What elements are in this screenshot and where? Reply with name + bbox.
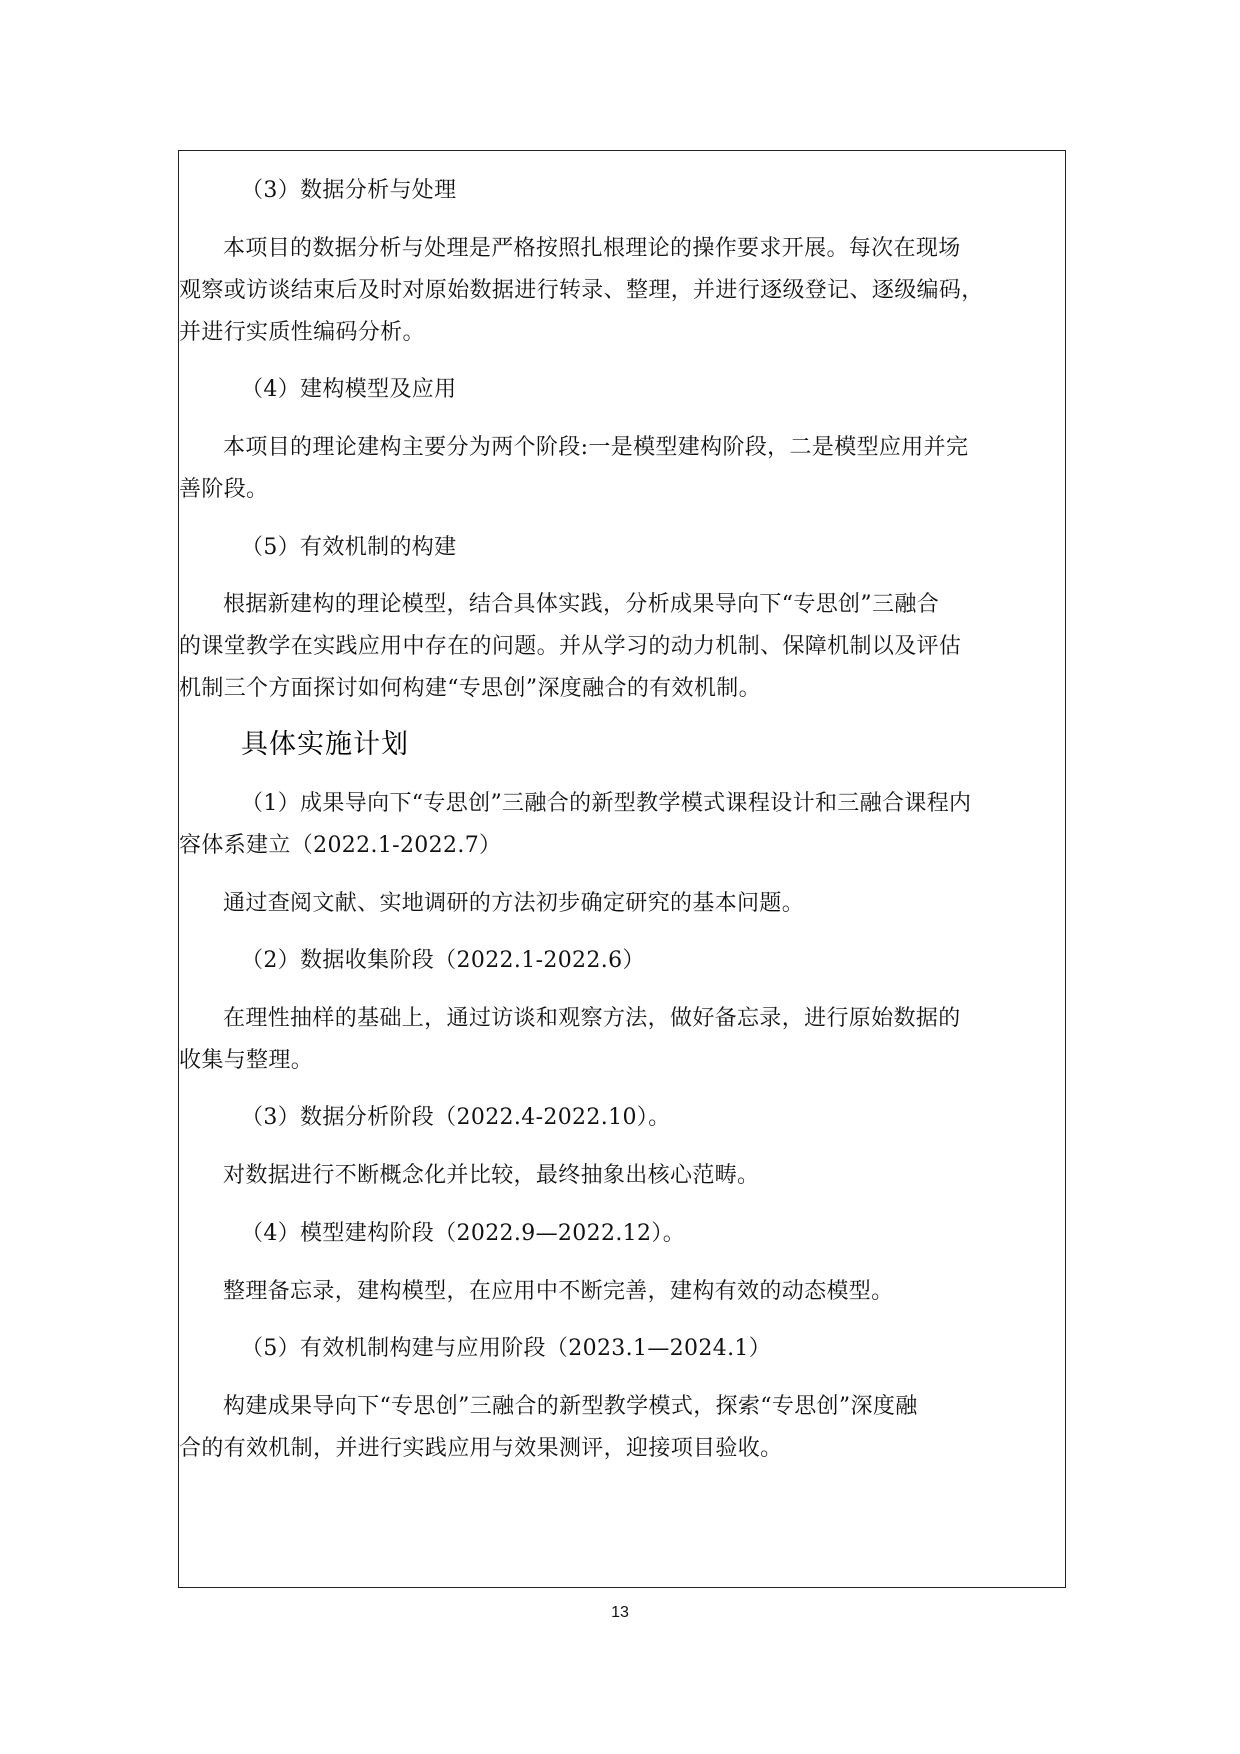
plan-item-1-title: （1）成果导向下“专思创”三融合的新型教学模式课程设计和三融合课程内 bbox=[241, 791, 972, 816]
plan-item-2-title: （2）数据收集阶段（2022.1-2022.6） bbox=[241, 948, 645, 973]
plan-item-5-text: 构建成果导向下“专思创”三融合的新型教学模式，探索“专思创”深度融 bbox=[223, 1394, 918, 1419]
paragraph-line: 并进行实质性编码分析。 bbox=[179, 320, 425, 345]
plan-item-5-text: 合的有效机制，并进行实践应用与效果测评，迎接项目验收。 bbox=[179, 1436, 783, 1461]
paragraph-line: 善阶段。 bbox=[179, 477, 269, 502]
subheading-data-analysis: （3）数据分析与处理 bbox=[241, 178, 457, 203]
plan-item-2-text: 收集与整理。 bbox=[179, 1048, 314, 1073]
subheading-effective-mechanism: （5）有效机制的构建 bbox=[241, 535, 457, 560]
paragraph-line: 本项目的数据分析与处理是严格按照扎根理论的操作要求开展。每次在现场 bbox=[223, 236, 961, 261]
content-area bbox=[179, 151, 1065, 1587]
plan-item-3-title: （3）数据分析阶段（2022.4-2022.10）。 bbox=[241, 1105, 671, 1130]
plan-item-1-text: 通过查阅文献、实地调研的方法初步确定研究的基本问题。 bbox=[223, 891, 805, 916]
paragraph-line: 根据新建构的理论模型，结合具体实践，分析成果导向下“专思创”三融合 bbox=[223, 592, 940, 617]
paragraph-line: 的课堂教学在实践应用中存在的问题。并从学习的动力机制、保障机制以及评估 bbox=[179, 634, 962, 659]
plan-heading: 具体实施计划 bbox=[241, 729, 409, 760]
paragraph-line: 本项目的理论建构主要分为两个阶段:一是模型建构阶段，二是模型应用并完 bbox=[223, 435, 969, 460]
subheading-model-construction: （4）建构模型及应用 bbox=[241, 377, 457, 402]
paragraph-line: 机制三个方面探讨如何构建“专思创”深度融合的有效机制。 bbox=[179, 676, 761, 701]
content-frame bbox=[178, 150, 1066, 1588]
page-number: 13 bbox=[611, 1604, 629, 1621]
plan-item-1-title: 容体系建立（2022.1-2022.7） bbox=[179, 833, 502, 858]
plan-item-3-text: 对数据进行不断概念化并比较，最终抽象出核心范畴。 bbox=[223, 1163, 760, 1188]
paragraph-line: 观察或访谈结束后及时对原始数据进行转录、整理，并进行逐级登记、逐级编码， bbox=[179, 278, 984, 303]
plan-item-4-text: 整理备忘录，建构模型，在应用中不断完善，建构有效的动态模型。 bbox=[223, 1279, 894, 1304]
plan-item-4-title: （4）模型建构阶段（2022.9—2022.12）。 bbox=[241, 1221, 686, 1246]
plan-item-5-title: （5）有效机制构建与应用阶段（2023.1—2024.1） bbox=[241, 1336, 772, 1361]
plan-item-2-text: 在理性抽样的基础上，通过访谈和观察方法，做好备忘录，进行原始数据的 bbox=[223, 1006, 961, 1031]
